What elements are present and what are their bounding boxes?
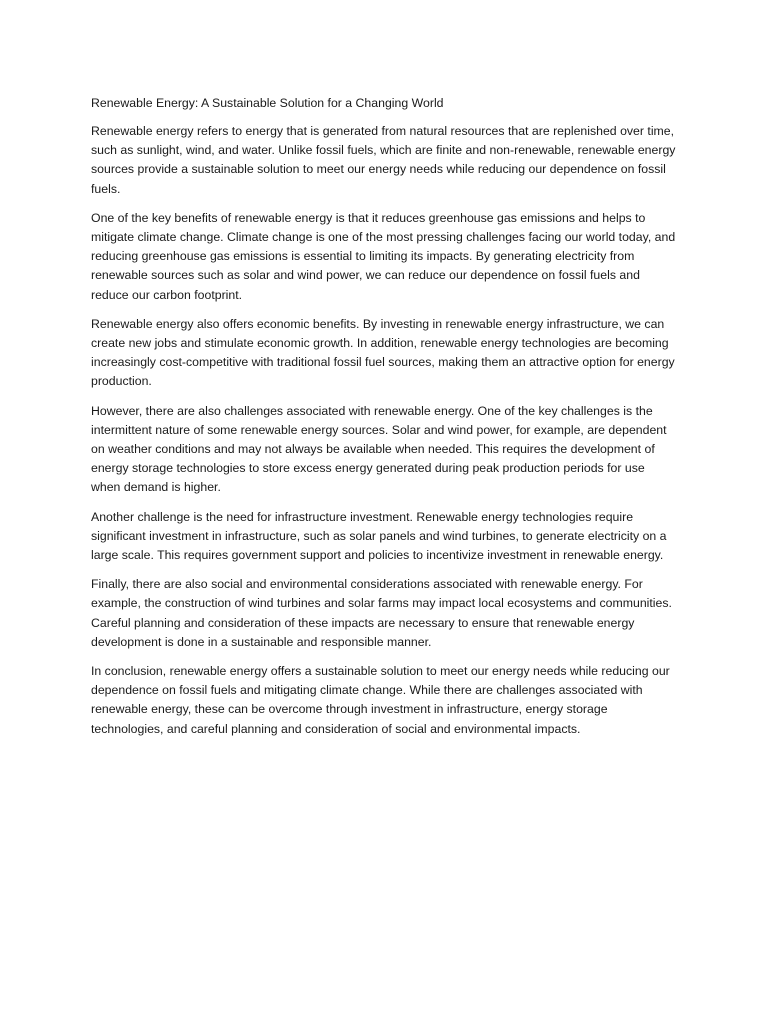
paragraph-social-environmental: Finally, there are also social and environmental considerations associated with renewable energy. For example, the construction of wind turbines and solar farms may impact local ecosystems and communities. Careful planning and consideration of these impacts are necessary to ensure that renewable energy development is done in a sustainable and responsible manner. [91, 577, 672, 649]
paragraph-definition: Renewable energy refers to energy that is generated from natural resources that are replenished over time, such as sunlight, wind, and water. Unlike fossil fuels, which are finite and non-renewable, renewable energy sources provide a sustainable solution to meet our energy needs while reducing our dependence on fossil fuels. [91, 124, 676, 196]
document-title: Renewable Energy: A Sustainable Solution for a Changing World [91, 96, 444, 110]
paragraph-infrastructure-challenge: Another challenge is the need for infrastructure investment. Renewable energy technologies require significant investment in infrastructure, such as solar panels and wind turbines, to generate electricity on a large scale. This requires government support and policies to incentivize investment in renewable energy. [91, 509, 667, 563]
paragraph-conclusion: In conclusion, renewable energy offers a sustainable solution to meet our energy needs while reducing our dependence on fossil fuels and mitigating climate change. While there are challenges associated with renewable energy, these can be overcome through investment in infrastructure, energy storage technologies, and careful planning and consideration of social and environmental impacts. [91, 664, 670, 736]
paragraph-economic-benefits: Renewable energy also offers economic benefits. By investing in renewable energy infrastructure, we can create new jobs and stimulate economic growth. In addition, renewable energy technologies are becoming increasingly cost-competitive with traditional fossil fuel sources, making them an attractive option for energy production. [91, 316, 675, 389]
paragraph-climate-benefits: One of the key benefits of renewable energy is that it reduces greenhouse gas emissions and helps to mitigate climate change. Climate change is one of the most pressing challenges facing our world today, and reducing greenhouse gas emissions is essential to limiting its impacts. By generating electricity from renewable sources such as solar and wind power, we can reduce our dependence on fossil fuels and reduce our carbon footprint. [91, 210, 676, 302]
document-body [91, 94, 677, 749]
paragraph-intermittency-challenge: However, there are also challenges associated with renewable energy. One of the key challenges is the intermittent nature of some renewable energy sources. Solar and wind power, for example, are dependent on weather conditions and may not always be available when needed. This requires the development of energy storage technologies to store excess energy generated during peak production periods for use when demand is higher. [91, 403, 667, 495]
